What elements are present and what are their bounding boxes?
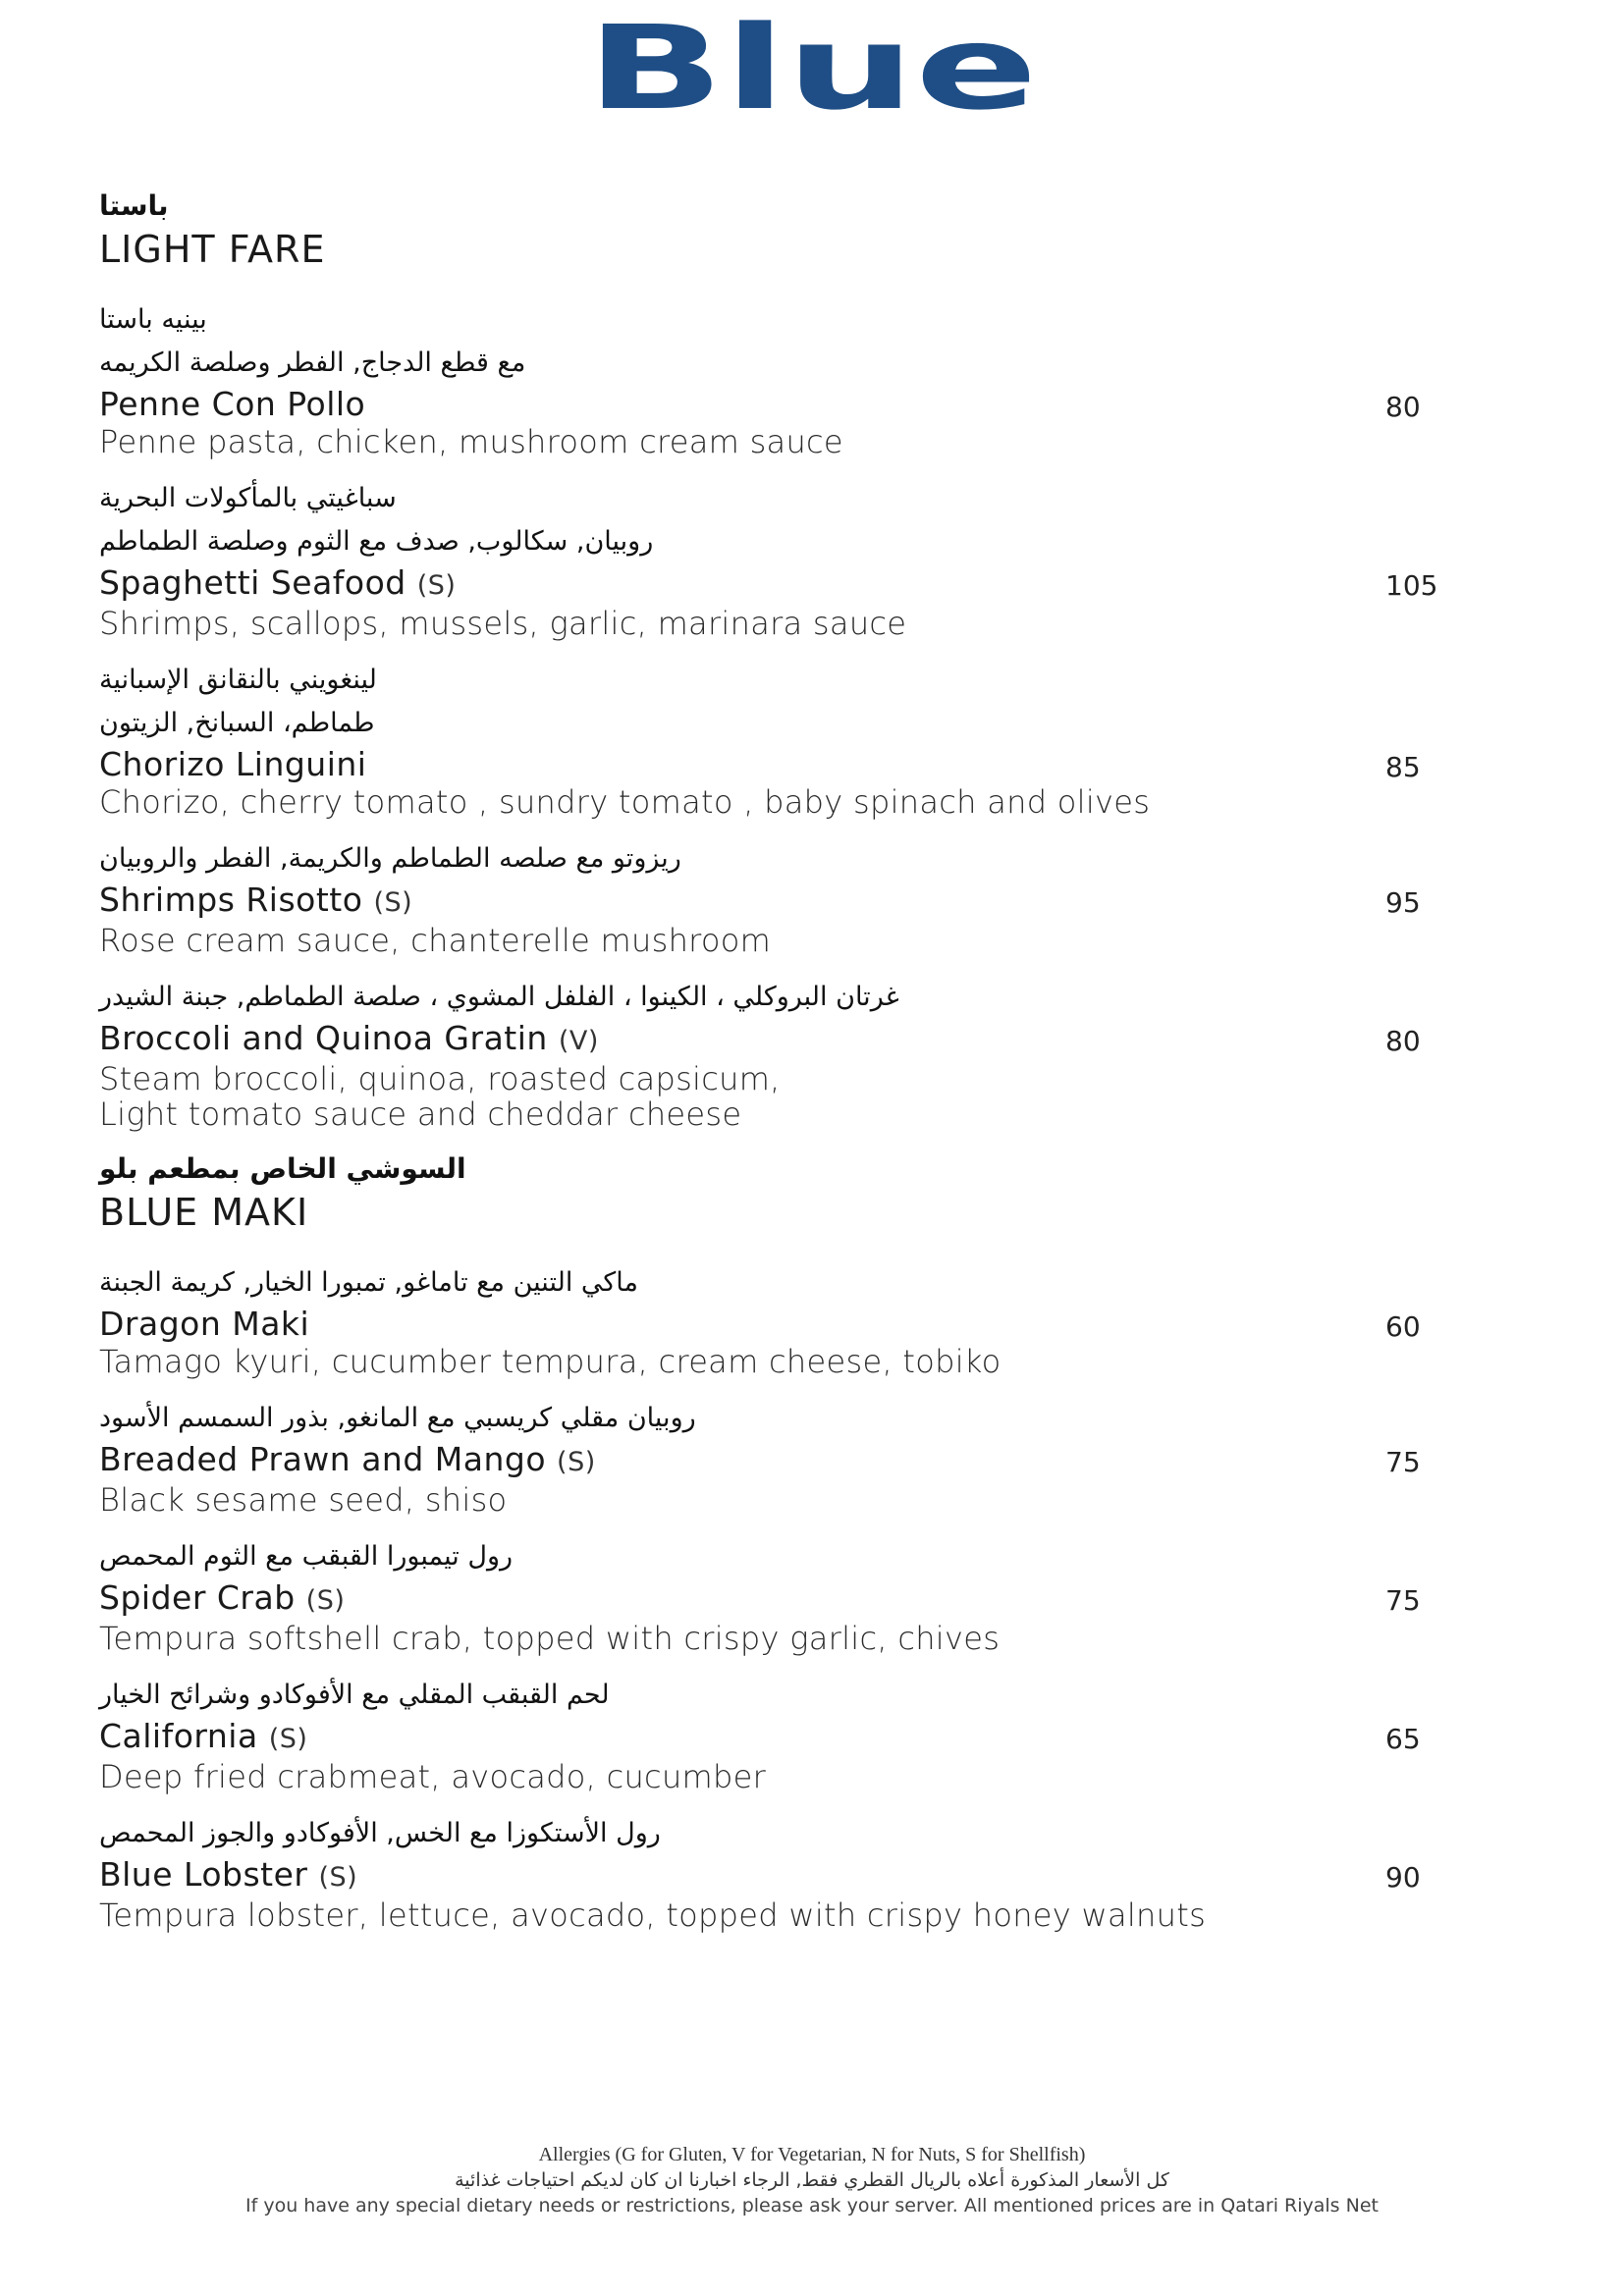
item-name-arabic: ماكي التنين مع تاماغو, تمبورا الخيار, كريمة الجبنة: [99, 1267, 638, 1298]
item-name-row: [99, 1440, 1454, 1482]
item-price: 65: [1385, 1723, 1421, 1755]
item-name: Spider Crab: [99, 1578, 296, 1617]
item-description: Penne pasta, chicken, mushroom cream sauce: [99, 423, 843, 460]
item-description: Tempura lobster, lettuce, avocado, topped with crispy honey walnuts: [99, 1896, 1207, 1934]
item-name-arabic: رول الأستكوزا مع الخس, الأفوكادو والجوز المحمص: [99, 1818, 661, 1848]
item-name-arabic: لينغويني بالنقانق الإسبانية: [99, 665, 377, 695]
item-name: Broccoli and Quinoa Gratin: [99, 1019, 548, 1057]
menu-item: [99, 1812, 1454, 1933]
logo-text: Blue: [586, 18, 1038, 126]
item-price: 95: [1385, 886, 1421, 919]
menu-content: [99, 187, 1454, 1950]
section-title-arabic: السوشي الخاص بمطعم بلو: [99, 1152, 466, 1185]
menu-item: [99, 1397, 1454, 1518]
item-price: 90: [1385, 1861, 1421, 1894]
item-name-arabic: بينيه باستا: [99, 304, 207, 335]
restaurant-logo: [0, 18, 1624, 126]
item-name: Shrimps Risotto: [99, 881, 363, 919]
item-name-row: [99, 1305, 1454, 1344]
item-name-row: [99, 563, 1454, 606]
item-description: Steam broccoli, quinoa, roasted capsicum,: [99, 1060, 781, 1097]
item-name: Breaded Prawn and Mango: [99, 1440, 547, 1478]
menu-item: [99, 298, 1454, 459]
allergen-tag: (S): [318, 1862, 358, 1893]
item-description: Tamago kyuri, cucumber tempura, cream cheese, tobiko: [99, 1343, 1001, 1380]
item-name-arabic: سباغيتي بالمأكولات البحرية: [99, 483, 397, 513]
item-price: 85: [1385, 751, 1421, 783]
item-name: Dragon Maki: [99, 1305, 310, 1343]
item-name-row: [99, 385, 1454, 424]
section-title: LIGHT FARE: [99, 228, 326, 271]
item-price: 75: [1385, 1446, 1421, 1478]
item-name-arabic: لحم القبقب المقلي مع الأفوكادو وشرائح الخيار: [99, 1680, 610, 1710]
item-description: Deep fried crabmeat, avocado, cucumber: [99, 1758, 767, 1795]
menu-section: [99, 187, 1454, 1132]
item-description: Rose cream sauce, chanterelle mushroom: [99, 922, 772, 959]
item-description: Shrimps, scallops, mussels, garlic, marinara sauce: [99, 605, 907, 642]
item-name: California: [99, 1717, 258, 1755]
item-name-row: [99, 1855, 1454, 1897]
allergen-tag: (S): [373, 887, 413, 918]
item-name-arabic: طماطم، السبانخ, الزيتون: [99, 708, 375, 738]
menu-item: [99, 477, 1454, 641]
item-name-arabic: روبيان مقلي كريسبي مع المانغو, بذور السمسم الأسود: [99, 1403, 696, 1433]
item-name-arabic: ريزوتو مع صلصه الطماطم والكريمة, الفطر والروبيان: [99, 843, 681, 874]
item-name-arabic: غرتان البروكلي ، الكينوا ، الفلفل المشوي ، صلصة الطماطم, جبنة الشيدر: [99, 982, 899, 1012]
item-price: 75: [1385, 1584, 1421, 1617]
item-name-row: [99, 1578, 1454, 1621]
item-name-row: [99, 1019, 1454, 1061]
item-description: Tempura softshell crab, topped with crispy garlic, chives: [99, 1620, 1001, 1657]
item-price: 80: [1385, 391, 1421, 423]
prices-note-arabic: كل الأسعار المذكورة أعلاه بالريال القطري فقط, الرجاء اخبارنا ان كان لديكم احتياجات غذائية: [455, 2169, 1169, 2191]
menu-item: [99, 1535, 1454, 1656]
allergen-tag: (V): [558, 1026, 599, 1056]
item-name: Spaghetti Seafood: [99, 563, 406, 602]
prices-note-english: If you have any special dietary needs or restrictions, please ask your server. All mentioned prices are in Qatari Riyals Net: [245, 2195, 1379, 2216]
allergen-tag: (S): [305, 1585, 346, 1616]
menu-item: [99, 1674, 1454, 1794]
allergen-tag: (S): [416, 570, 457, 601]
item-description: Chorizo, cherry tomato , sundry tomato , baby spinach and olives: [99, 783, 1151, 821]
menu-item: [99, 659, 1454, 820]
menu-item: [99, 1261, 1454, 1379]
item-name: Penne Con Pollo: [99, 385, 366, 423]
menu-section: [99, 1149, 1454, 1933]
menu-footer: [0, 2142, 1624, 2218]
item-price: 105: [1385, 569, 1438, 602]
allergen-tag: (S): [268, 1724, 308, 1754]
item-price: 60: [1385, 1310, 1421, 1343]
blue-logo-wordmark: [581, 18, 1043, 126]
item-name: Chorizo Linguini: [99, 745, 367, 783]
section-title-arabic: باستا: [99, 189, 169, 222]
item-name: Blue Lobster: [99, 1855, 308, 1894]
section-title: BLUE MAKI: [99, 1191, 309, 1234]
menu-item: [99, 837, 1454, 958]
item-name-row: [99, 1717, 1454, 1759]
item-name-row: [99, 745, 1454, 784]
allergies-legend: Allergies (G for Gluten, V for Vegetarian, N for Nuts, S for Shellfish): [538, 2144, 1086, 2165]
item-description: Light tomato sauce and cheddar cheese: [99, 1095, 742, 1133]
item-name-row: [99, 881, 1454, 923]
item-name-arabic: مع قطع الدجاج, الفطر وصلصة الكريمه: [99, 347, 526, 378]
item-name-arabic: روبيان, سكالوب, صدف مع الثوم وصلصة الطماطم: [99, 526, 654, 557]
allergen-tag: (S): [557, 1447, 596, 1477]
menu-item: [99, 976, 1454, 1132]
item-name-arabic: رول تيمبورا القبقب مع الثوم المحمص: [99, 1541, 514, 1572]
item-price: 80: [1385, 1025, 1421, 1057]
item-description: Black sesame seed, shiso: [99, 1481, 508, 1519]
